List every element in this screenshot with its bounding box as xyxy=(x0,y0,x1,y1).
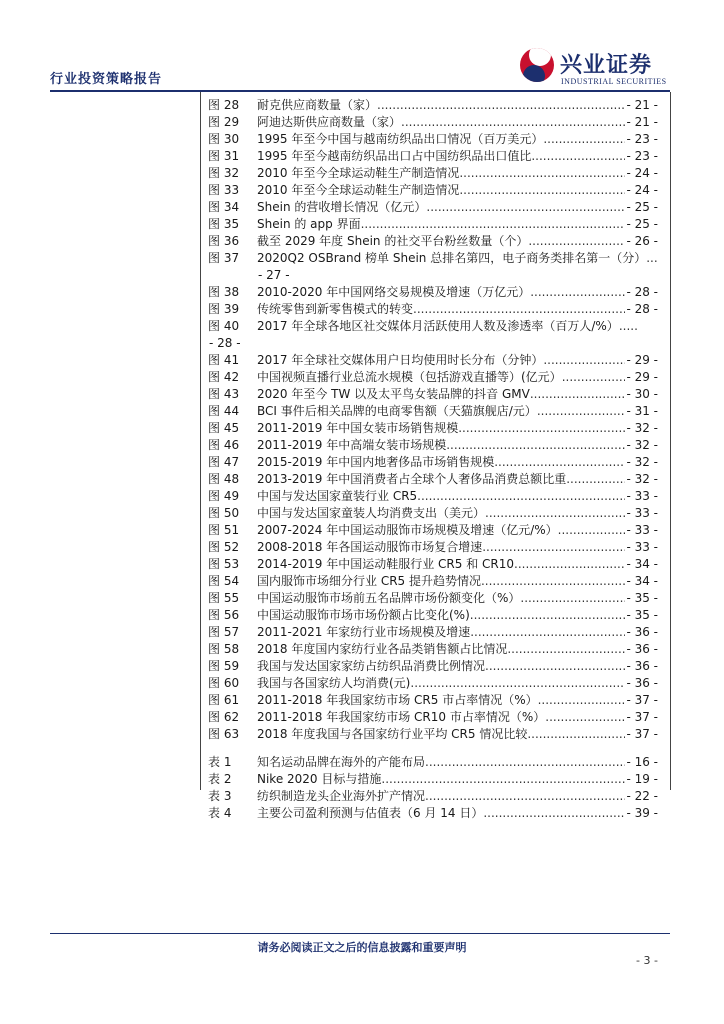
entry-page: - 19 - xyxy=(626,772,658,786)
entry-title: 2018 年度我国与各国家纺行业平均 CR5 情况比较 xyxy=(257,727,528,741)
entry-title: 中国运动服饰市场前五名品牌市场份额变化（%） xyxy=(257,591,521,605)
entry-label: 图 42 xyxy=(208,370,240,384)
dot-leader xyxy=(361,216,626,233)
page-number: - 3 - xyxy=(636,954,658,967)
entry-label: 图 48 xyxy=(208,472,240,486)
entry-page: - 21 - xyxy=(626,115,658,129)
entry-page: - 33 - xyxy=(626,489,658,503)
toc-entry[interactable] xyxy=(208,658,658,675)
content-border-left xyxy=(200,92,201,790)
entry-label: 图 52 xyxy=(208,540,240,554)
toc-entry[interactable] xyxy=(208,386,658,403)
entry-page: - 37 - xyxy=(626,710,658,724)
toc-entry[interactable] xyxy=(208,318,658,335)
entry-page: - 24 - xyxy=(626,183,658,197)
toc-entry[interactable] xyxy=(208,539,658,556)
entry-page: - 35 - xyxy=(626,608,658,622)
dot-leader xyxy=(514,556,625,573)
entry-title: 2014-2019 年中国运动鞋服行业 CR5 和 CR10 xyxy=(257,557,515,571)
entry-page: - 29 - xyxy=(626,353,658,367)
dot-leader xyxy=(446,437,625,454)
entry-page: - 24 - xyxy=(626,166,658,180)
dot-leader xyxy=(381,771,625,788)
entry-title: Shein 的营收增长情况（亿元） xyxy=(257,200,427,214)
entry-title: 主要公司盈利预测与估值表（6 月 14 日） xyxy=(257,806,484,820)
toc-entry[interactable] xyxy=(208,199,658,216)
entry-title: 我国与各国家纺人均消费(元) xyxy=(257,676,411,690)
dot-leader xyxy=(401,114,625,131)
entry-title: Shein 的 app 界面 xyxy=(257,217,361,231)
entry-page: - 16 - xyxy=(626,755,658,769)
entry-page: - 25 - xyxy=(626,200,658,214)
entry-label: 图 47 xyxy=(208,455,240,469)
entry-label: 图 46 xyxy=(208,438,240,452)
entry-label: 图 41 xyxy=(208,353,240,367)
entry-page: - 34 - xyxy=(626,557,658,571)
toc-entry[interactable] xyxy=(208,692,658,709)
entry-title: 2010-2020 年中国网络交易规模及增速（万亿元） xyxy=(257,285,531,299)
entry-title: 2011-2018 年我国家纺市场 CR10 市占率情况（%） xyxy=(257,710,546,724)
entry-title: 纺织制造龙头企业海外扩产情况 xyxy=(257,789,426,803)
entry-title: 耐克供应商数量（家） xyxy=(257,98,378,112)
entry-page: - 36 - xyxy=(626,676,658,690)
dot-leader xyxy=(470,624,625,641)
entry-label: 表 4 xyxy=(208,806,232,820)
toc-entry[interactable] xyxy=(208,369,658,386)
company-logo xyxy=(520,48,670,90)
entry-label: 图 34 xyxy=(208,200,240,214)
entry-page: - 36 - xyxy=(626,625,658,639)
dot-leader xyxy=(619,318,637,335)
entry-title: Nike 2020 目标与措施 xyxy=(257,772,382,786)
entry-page: - 37 - xyxy=(626,693,658,707)
dot-leader xyxy=(377,97,625,114)
entry-page: - 32 - xyxy=(626,438,658,452)
dot-leader xyxy=(537,403,626,420)
toc-entry[interactable] xyxy=(208,250,658,267)
entry-label: 图 31 xyxy=(208,149,240,163)
dot-leader xyxy=(458,420,625,437)
entry-label: 图 58 xyxy=(208,642,240,656)
entry-title: 2011-2019 年中国女装市场销售规模 xyxy=(257,421,459,435)
dot-leader xyxy=(459,165,625,182)
toc-entry[interactable] xyxy=(208,403,658,420)
entry-title: 1995 年至今越南纺织品出口占中国纺织品出口值比 xyxy=(257,149,532,163)
toc-entry[interactable] xyxy=(208,754,658,771)
table-index-list xyxy=(208,754,658,822)
entry-page: - 23 - xyxy=(626,149,658,163)
toc-entry[interactable] xyxy=(208,131,658,148)
dot-leader xyxy=(545,709,625,726)
entry-label: 图 55 xyxy=(208,591,240,605)
entry-label: 图 62 xyxy=(208,710,240,724)
entry-title: 2020 年至今 TW 以及太平鸟女装品牌的抖音 GMV xyxy=(257,387,530,401)
entry-label: 图 57 xyxy=(208,625,240,639)
footer-divider xyxy=(50,933,670,934)
dot-leader xyxy=(507,641,625,658)
dot-leader xyxy=(530,284,625,301)
dot-leader xyxy=(558,522,626,539)
entry-label: 图 50 xyxy=(208,506,240,520)
entry-label: 表 1 xyxy=(208,755,232,769)
entry-title: 2017 年全球社交媒体用户日均使用时长分布（分钟） xyxy=(257,353,544,367)
dot-leader xyxy=(425,754,625,771)
entry-page: - 39 - xyxy=(626,806,658,820)
entry-page: - 27 - xyxy=(258,268,290,282)
entry-page: - 32 - xyxy=(626,421,658,435)
toc-entry[interactable] xyxy=(208,114,658,131)
toc-entry[interactable] xyxy=(208,522,658,539)
dot-leader xyxy=(543,352,625,369)
toc-entry[interactable] xyxy=(208,488,658,505)
entry-title: 我国与发达国家家纺占纺织品消费比例情况 xyxy=(257,659,486,673)
toc-entry[interactable] xyxy=(208,301,658,318)
entry-label: 图 54 xyxy=(208,574,240,588)
entry-label: 图 29 xyxy=(208,115,240,129)
entry-title: 2017 年全球各地区社交媒体月活跃使用人数及渗透率（百万人/%） xyxy=(257,319,619,333)
disclaimer-note: 请务必阅读正文之后的信息披露和重要声明 xyxy=(257,941,467,954)
entry-title: 2008-2018 年各国运动服饰市场复合增速 xyxy=(257,540,483,554)
entry-page: - 23 - xyxy=(626,132,658,146)
dot-leader xyxy=(485,658,625,675)
toc-entry[interactable] xyxy=(208,148,658,165)
entry-title: 阿迪达斯供应商数量（家） xyxy=(257,115,402,129)
dot-leader xyxy=(531,148,625,165)
entry-page: - 33 - xyxy=(626,523,658,537)
entry-title: 2013-2019 年中国消费者占全球个人奢侈品消费总额比重 xyxy=(257,472,567,486)
dot-leader xyxy=(482,539,625,556)
dot-leader xyxy=(417,488,625,505)
entry-label: 图 36 xyxy=(208,234,240,248)
entry-title: 2011-2021 年家纺行业市场规模及增速 xyxy=(257,625,471,639)
dot-leader xyxy=(543,131,625,148)
dot-leader xyxy=(459,182,625,199)
entry-page: - 28 - xyxy=(626,302,658,316)
toc-entry[interactable] xyxy=(208,216,658,233)
dot-leader xyxy=(426,199,625,216)
content-border-right xyxy=(670,92,671,790)
entry-page: - 28 - xyxy=(209,336,241,350)
entry-title: 2011-2019 年中高端女装市场规模 xyxy=(257,438,447,452)
entry-label: 图 51 xyxy=(208,523,240,537)
entry-label: 图 61 xyxy=(208,693,240,707)
entry-title: 2007-2024 年中国运动服饰市场规模及增速（亿元/%） xyxy=(257,523,558,537)
entry-title: 2018 年度国内家纺行业各品类销售额占比情况 xyxy=(257,642,508,656)
entry-label: 图 28 xyxy=(208,98,240,112)
toc-entry[interactable] xyxy=(208,420,658,437)
entry-page: - 33 - xyxy=(626,540,658,554)
dot-leader xyxy=(646,250,658,267)
entry-title: 中国视频直播行业总流水规模（包括游戏直播等）(亿元） xyxy=(257,370,562,384)
toc-entry[interactable] xyxy=(208,233,658,250)
entry-page: - 25 - xyxy=(626,217,658,231)
logo-text-cn: 兴业证券 xyxy=(560,53,653,78)
entry-label: 图 37 xyxy=(208,251,240,265)
entry-title: 传统零售到新零售模式的转变 xyxy=(257,302,414,316)
entry-label: 表 2 xyxy=(208,772,232,786)
entry-page: - 31 - xyxy=(626,404,658,418)
entry-label: 图 56 xyxy=(208,608,240,622)
dot-leader xyxy=(528,233,625,250)
entry-page: - 21 - xyxy=(626,98,658,112)
toc-entry[interactable] xyxy=(208,573,658,590)
toc-entry[interactable] xyxy=(208,771,658,788)
dot-leader xyxy=(485,505,625,522)
toc-entry[interactable] xyxy=(208,641,658,658)
entry-title: 2010 年至今全球运动鞋生产制造情况 xyxy=(257,166,460,180)
dot-leader xyxy=(410,675,625,692)
entry-label: 图 60 xyxy=(208,676,240,690)
toc-entry[interactable] xyxy=(208,505,658,522)
toc-entry[interactable] xyxy=(208,726,658,743)
entry-label: 图 40 xyxy=(208,319,240,333)
toc-entry[interactable] xyxy=(208,675,658,692)
entry-title: 1995 年至今中国与越南纺织品出口情况（百万美元） xyxy=(257,132,544,146)
entry-label: 图 33 xyxy=(208,183,240,197)
entry-label: 图 32 xyxy=(208,166,240,180)
entry-label: 图 49 xyxy=(208,489,240,503)
entry-title: 中国运动服饰市场市场份额占比变化(%) xyxy=(257,608,470,622)
entry-title: 截至 2029 年度 Shein 的社交平台粉丝数量（个） xyxy=(257,234,529,248)
toc-entry[interactable] xyxy=(208,97,658,114)
entry-label: 图 45 xyxy=(208,421,240,435)
entry-title: 中国与发达国家童装人均消费支出（美元） xyxy=(257,506,486,520)
toc-entry[interactable] xyxy=(208,607,658,624)
dot-leader xyxy=(530,386,626,403)
entry-label: 表 3 xyxy=(208,789,232,803)
entry-label: 图 38 xyxy=(208,285,240,299)
dot-leader xyxy=(425,788,625,805)
toc-entry[interactable] xyxy=(208,556,658,573)
toc-entry[interactable] xyxy=(208,471,658,488)
dot-leader xyxy=(413,301,625,318)
toc-entry[interactable] xyxy=(208,454,658,471)
entry-title: 知名运动品牌在海外的产能布局 xyxy=(257,755,426,769)
toc-entry[interactable] xyxy=(208,709,658,726)
entry-page: - 32 - xyxy=(626,455,658,469)
toc-entry[interactable] xyxy=(208,352,658,369)
dot-leader xyxy=(470,607,626,624)
toc-entry[interactable] xyxy=(208,284,658,301)
entry-title: 2020Q2 OSBrand 榜单 Shein 总排名第四，电子商务类排名第一（分） xyxy=(257,251,647,265)
figure-index-list xyxy=(208,97,658,743)
entry-label: 图 30 xyxy=(208,132,240,146)
dot-leader xyxy=(494,454,625,471)
toc-entry[interactable] xyxy=(208,182,658,199)
dot-leader xyxy=(562,369,626,386)
toc-entry[interactable] xyxy=(208,624,658,641)
entry-page: - 34 - xyxy=(626,574,658,588)
entry-label: 图 44 xyxy=(208,404,240,418)
toc-entry[interactable] xyxy=(208,437,658,454)
entry-label: 图 53 xyxy=(208,557,240,571)
header-divider xyxy=(50,90,670,92)
entry-page: - 36 - xyxy=(626,659,658,673)
entry-label: 图 59 xyxy=(208,659,240,673)
dot-leader xyxy=(481,573,625,590)
toc-entry[interactable] xyxy=(208,165,658,182)
entry-title: 2011-2018 年我国家纺市场 CR5 市占率情况（%） xyxy=(257,693,538,707)
toc-entry[interactable] xyxy=(208,805,658,822)
entry-page: - 28 - xyxy=(626,285,658,299)
entry-page: - 36 - xyxy=(626,642,658,656)
entry-page: - 32 - xyxy=(626,472,658,486)
dot-leader xyxy=(566,471,625,488)
entry-title: 2010 年至今全球运动鞋生产制造情况 xyxy=(257,183,460,197)
entry-label: 图 63 xyxy=(208,727,240,741)
dot-leader xyxy=(527,726,625,743)
entry-page: - 29 - xyxy=(626,370,658,384)
dot-leader xyxy=(520,590,625,607)
entry-page: - 26 - xyxy=(626,234,658,248)
report-category-title: 行业投资策略报告 xyxy=(50,72,163,87)
toc-entry[interactable] xyxy=(208,590,658,607)
toc-entry[interactable] xyxy=(208,788,658,805)
entry-title: 中国与发达国家童装行业 CR5 xyxy=(257,489,418,503)
entry-title: 国内服饰市场细分行业 CR5 提升趋势情况 xyxy=(257,574,481,588)
dot-leader xyxy=(483,805,625,822)
entry-title: BCI 事件后相关品牌的电商零售额（天猫旗舰店/元） xyxy=(257,404,537,418)
entry-page: - 37 - xyxy=(626,727,658,741)
entry-page: - 35 - xyxy=(626,591,658,605)
logo-emblem-icon xyxy=(520,48,554,82)
entry-label: 图 35 xyxy=(208,217,240,231)
dot-leader xyxy=(538,692,626,709)
entry-label: 图 43 xyxy=(208,387,240,401)
entry-page: - 33 - xyxy=(626,506,658,520)
entry-label: 图 39 xyxy=(208,302,240,316)
entry-page: - 30 - xyxy=(626,387,658,401)
entry-page: - 22 - xyxy=(626,789,658,803)
entry-title: 2015-2019 年中国内地奢侈品市场销售规模 xyxy=(257,455,495,469)
logo-text-en: INDUSTRIAL SECURITIES xyxy=(561,77,667,86)
